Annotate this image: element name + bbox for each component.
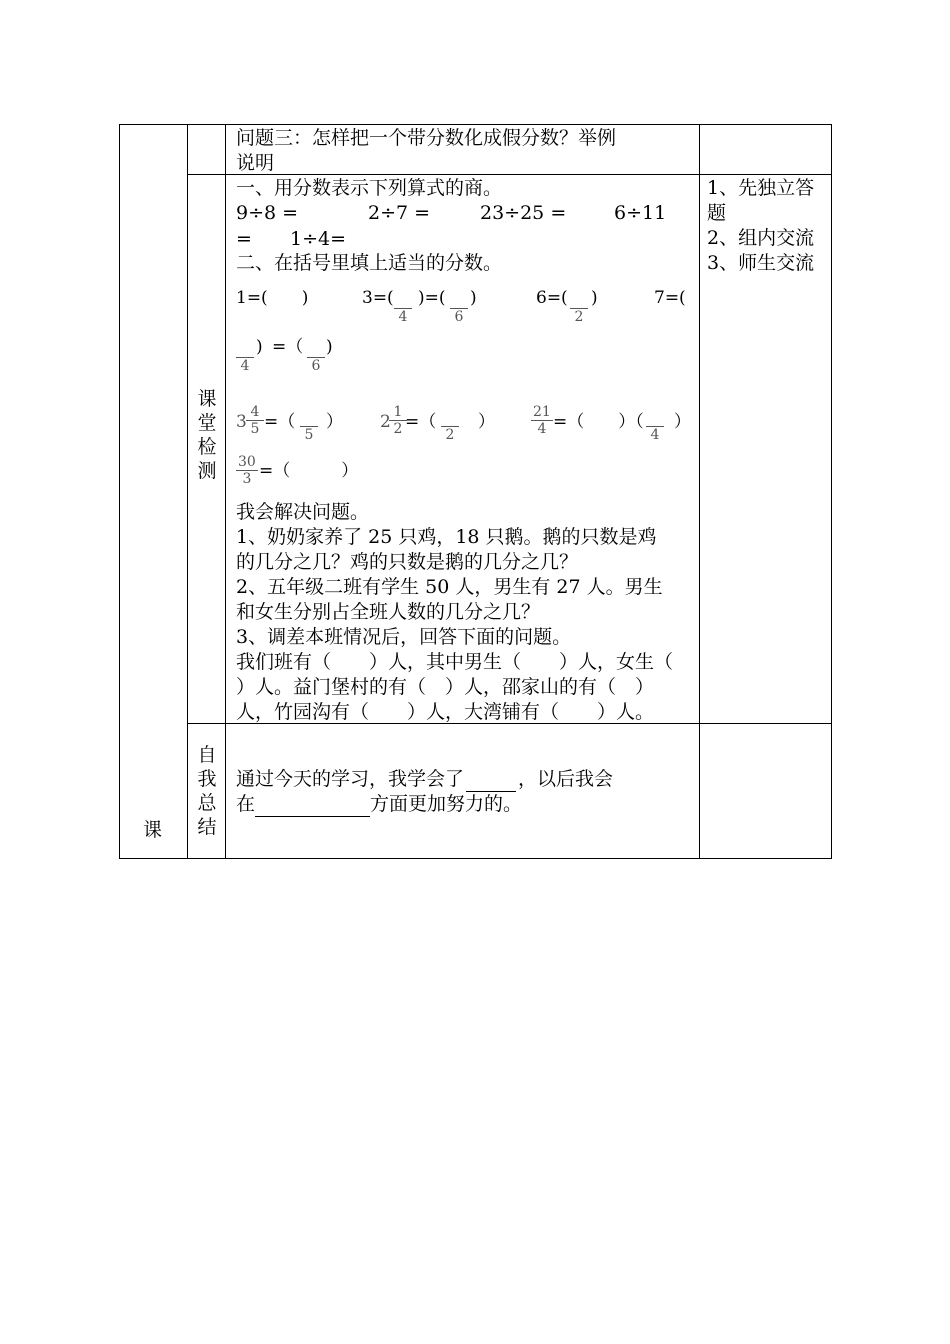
- summary-text-a: 通过今天的学习，我学会了: [236, 768, 465, 790]
- label-char: 堂: [197, 412, 217, 434]
- division-expr-1: 9÷8 =: [236, 202, 299, 224]
- note-line: 3、师生交流: [707, 252, 815, 274]
- heading-fill-fractions: 二、在括号里填上适当的分数。: [236, 252, 503, 274]
- blank-fraction: 2: [441, 410, 459, 443]
- fill-expr-2c: ): [470, 288, 477, 308]
- mixed-2-whole: 2: [380, 412, 391, 432]
- problem-three-line2: 说明: [236, 152, 275, 174]
- learned-blank: [466, 771, 516, 792]
- summary-text-d: 方面更加努力的。: [370, 793, 523, 815]
- question-3-line1: 3、调差本班情况后，回答下面的问题。: [236, 626, 572, 648]
- table-row-divider-1: [187, 174, 832, 175]
- table-border-bottom: [119, 858, 832, 859]
- improve-blank: [255, 796, 370, 817]
- fill-expr-4c: =（: [272, 337, 304, 357]
- question-1-line1: 1、奶奶家养了 25 只鸡，18 只鹅。鹅的只数是鸡: [236, 526, 657, 548]
- improper-fraction-4: $\frac{30}{3}$: [238, 454, 256, 487]
- mixed-4-eq: =（ ）: [259, 461, 359, 481]
- mixed-3-close: ）: [674, 412, 691, 432]
- mixed-1-eq: =（: [264, 412, 296, 432]
- blank-fraction: 4: [236, 341, 254, 374]
- question-2-line2: 和女生分别占全班人数的几分之几？: [236, 601, 541, 623]
- note-line: 1、先独立答: [707, 177, 815, 199]
- solve-heading: 我会解决问题。: [236, 501, 370, 523]
- label-char: 检: [197, 436, 217, 458]
- question-3-line3: ）人。益门堡村的有（ ）人，邵家山的有（ ）: [236, 676, 655, 698]
- fill-expr-2a: 3=(: [362, 288, 394, 308]
- question-2-line1: 2、五年级二班有学生 50 人，男生有 27 人。男生: [236, 576, 663, 598]
- mixed-2-eq: =（: [405, 412, 437, 432]
- division-expr-3: 23÷25 =: [480, 202, 567, 224]
- section-label-self-summary: [195, 743, 219, 839]
- mixed-3-eq: =（ ）（: [553, 412, 644, 432]
- left-column-char: 课: [143, 819, 163, 841]
- section-label-classroom-check: [195, 387, 219, 483]
- fill-expr-3a: 6=(: [536, 288, 568, 308]
- problem-three-line1: 问题三：怎样把一个带分数化成假分数？举例: [236, 127, 617, 149]
- label-char: 总: [197, 792, 217, 814]
- fill-expr-4a: 7=(: [654, 288, 686, 308]
- division-expr-2: 2÷7 =: [368, 202, 431, 224]
- table-border-right: [831, 124, 832, 859]
- division-expr-5: 1÷4=: [290, 228, 347, 250]
- question-1-line2: 的几分之几？鸡的只数是鹅的几分之几？: [236, 551, 579, 573]
- fill-expr-1: 1=( ): [236, 288, 309, 308]
- table-col-divider-1: [187, 124, 188, 859]
- question-3-line4: 人，竹园沟有（ ）人，大湾铺有（ ）人。: [236, 701, 655, 723]
- label-char: 我: [197, 768, 217, 790]
- blank-fraction: 6: [307, 341, 325, 374]
- summary-line2: [236, 792, 522, 817]
- division-expr-equals: =: [236, 228, 252, 250]
- mixed-1-close: ）: [326, 412, 343, 432]
- heading-express-quotient: 一、用分数表示下列算式的商。: [236, 177, 503, 199]
- summary-text-b: ，以后我会: [518, 768, 614, 790]
- table-col-divider-2: [225, 124, 226, 859]
- blank-fraction: 6: [450, 292, 468, 325]
- mixed-2-close: ）: [478, 412, 495, 432]
- division-expr-4: 6÷11: [614, 202, 667, 224]
- summary-text-c: 在: [236, 793, 256, 815]
- fill-expr-4d: ): [326, 337, 333, 357]
- improper-fraction-3: $\frac{21}{4}$: [533, 404, 551, 437]
- table-border-left: [119, 124, 120, 859]
- mixed-2-fraction: $\frac{1}{2}$: [389, 404, 407, 437]
- summary-line1: [236, 767, 613, 792]
- table-col-divider-3: [699, 124, 700, 859]
- blank-fraction: 4: [646, 410, 664, 443]
- blank-fraction: 4: [394, 292, 412, 325]
- note-line: 题: [707, 202, 727, 224]
- label-char: 测: [197, 460, 217, 482]
- label-char: 课: [197, 388, 217, 410]
- note-line: 2、组内交流: [707, 227, 815, 249]
- label-char: 自: [197, 744, 217, 766]
- mixed-1-whole: 3: [236, 412, 247, 432]
- blank-fraction: 5: [300, 410, 318, 443]
- table-border-top: [119, 124, 832, 125]
- fill-expr-2b: )=(: [418, 288, 446, 308]
- fill-expr-4b: ): [256, 337, 263, 357]
- label-char: 结: [197, 816, 217, 838]
- fill-expr-3b: ): [591, 288, 598, 308]
- mixed-1-fraction: $\frac{4}{5}$: [246, 404, 264, 437]
- blank-fraction: 2: [570, 292, 588, 325]
- question-3-line2: 我们班有（ ）人，其中男生（ ）人，女生（: [236, 651, 674, 673]
